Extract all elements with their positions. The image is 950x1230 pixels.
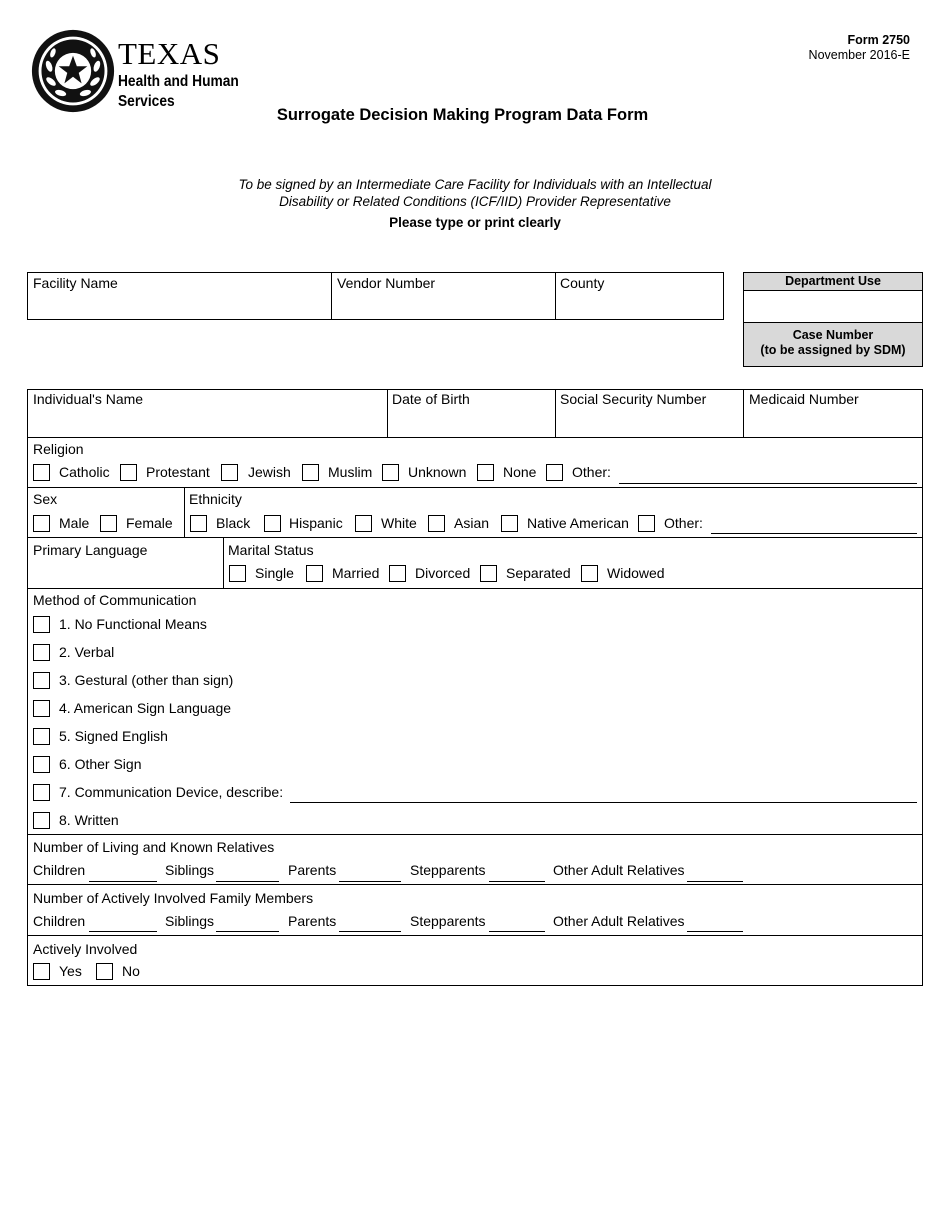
instruction-line-2: Disability or Related Conditions (ICF/IID) Provider Representative <box>279 194 671 209</box>
communication-option-label: 5. Signed English <box>59 728 168 744</box>
ethnicity-other-checkbox[interactable] <box>638 515 655 532</box>
communication-asl-checkbox[interactable] <box>33 700 50 717</box>
logo-title: TEXAS <box>118 36 221 71</box>
facility-name-label: Facility Name <box>33 275 118 291</box>
ethnicity-asian-label: Asian <box>454 515 490 531</box>
divider <box>331 272 332 320</box>
instructions <box>0 176 950 210</box>
communication-option-label: 6. Other Sign <box>59 756 142 772</box>
form-date: November 2016-E <box>808 48 910 62</box>
religion-jewish-label: Jewish <box>248 464 291 480</box>
ssn-field[interactable] <box>560 410 737 434</box>
logo-line1: Health and Human <box>118 73 239 90</box>
county-field[interactable] <box>560 293 718 317</box>
divider <box>184 487 185 537</box>
communication-option-label: 1. No Functional Means <box>59 616 207 632</box>
marital-single-checkbox[interactable] <box>229 565 246 582</box>
sex-female-label: Female <box>126 515 173 531</box>
relatives-stepparents-label: Stepparents <box>410 862 486 878</box>
religion-muslim-checkbox[interactable] <box>302 464 319 481</box>
actively-involved-yes-checkbox[interactable] <box>33 963 50 980</box>
communication-written-checkbox[interactable] <box>33 812 50 829</box>
involved-parents-field[interactable] <box>339 915 401 932</box>
involved-siblings-field[interactable] <box>216 915 279 932</box>
ethnicity-asian-checkbox[interactable] <box>428 515 445 532</box>
relatives-other-adult-label: Other Adult Relatives <box>553 862 685 878</box>
divider <box>743 389 744 438</box>
divider <box>27 487 923 488</box>
involved-stepparents-label: Stepparents <box>410 913 486 929</box>
actively-involved-yes-label: Yes <box>59 963 82 979</box>
communication-other-sign-checkbox[interactable] <box>33 756 50 773</box>
involved-children-field[interactable] <box>89 915 157 932</box>
ethnicity-hispanic-checkbox[interactable] <box>264 515 281 532</box>
marital-widowed-label: Widowed <box>607 565 665 581</box>
religion-catholic-label: Catholic <box>59 464 110 480</box>
marital-separated-checkbox[interactable] <box>480 565 497 582</box>
divider <box>27 588 923 589</box>
religion-other-label: Other: <box>572 464 611 480</box>
primary-language-field[interactable] <box>33 562 217 584</box>
religion-unknown-label: Unknown <box>408 464 467 480</box>
divider <box>27 834 923 835</box>
relatives-parents-field[interactable] <box>339 865 401 882</box>
ethnicity-white-label: White <box>381 515 417 531</box>
involved-other-adult-label: Other Adult Relatives <box>553 913 685 929</box>
divider <box>555 272 556 320</box>
involved-other-adult-field[interactable] <box>687 915 743 932</box>
communication-option-label: 8. Written <box>59 812 119 828</box>
agency-logo <box>118 38 258 112</box>
case-number-field[interactable] <box>744 291 922 322</box>
ethnicity-hispanic-label: Hispanic <box>289 515 343 531</box>
ethnicity-white-checkbox[interactable] <box>355 515 372 532</box>
primary-language-label: Primary Language <box>33 542 148 558</box>
relatives-siblings-label: Siblings <box>165 862 215 878</box>
sex-label: Sex <box>33 491 58 507</box>
divider <box>27 884 923 885</box>
religion-jewish-checkbox[interactable] <box>221 464 238 481</box>
relatives-children-label: Children <box>33 862 86 878</box>
religion-muslim-label: Muslim <box>328 464 373 480</box>
communication-option-label: 3. Gestural (other than sign) <box>59 672 234 688</box>
divider <box>555 389 556 438</box>
marital-divorced-checkbox[interactable] <box>389 565 406 582</box>
relatives-other-adult-field[interactable] <box>687 865 743 882</box>
religion-protestant-checkbox[interactable] <box>120 464 137 481</box>
involved-children-label: Children <box>33 913 86 929</box>
ssn-label: Social Security Number <box>560 391 707 407</box>
actively-involved-no-checkbox[interactable] <box>96 963 113 980</box>
communication-option-label: 7. Communication Device, describe: <box>59 784 284 800</box>
religion-other-checkbox[interactable] <box>546 464 563 481</box>
individual-name-field[interactable] <box>33 410 381 434</box>
case-number-note: (to be assigned by SDM) <box>760 343 906 357</box>
sex-male-checkbox[interactable] <box>33 515 50 532</box>
ethnicity-label: Ethnicity <box>189 491 242 507</box>
involved-parents-label: Parents <box>288 913 337 929</box>
religion-label: Religion <box>33 441 84 457</box>
communication-device-description-field[interactable] <box>290 786 917 803</box>
case-number-caption <box>744 323 922 366</box>
involved-stepparents-field[interactable] <box>489 915 545 932</box>
department-use-heading: Department Use <box>744 273 922 290</box>
print-clearly-note: Please type or print clearly <box>389 215 561 230</box>
communication-device-checkbox[interactable] <box>33 784 50 801</box>
marital-separated-label: Separated <box>506 565 571 581</box>
marital-divorced-label: Divorced <box>415 565 471 581</box>
communication-option-label: 4. American Sign Language <box>59 700 232 716</box>
marital-status-label: Marital Status <box>228 542 314 558</box>
ethnicity-other-field[interactable] <box>711 517 917 534</box>
religion-unknown-checkbox[interactable] <box>382 464 399 481</box>
religion-catholic-checkbox[interactable] <box>33 464 50 481</box>
relatives-siblings-field[interactable] <box>216 865 279 882</box>
ethnicity-black-label: Black <box>216 515 251 531</box>
communication-signed-english-checkbox[interactable] <box>33 728 50 745</box>
marital-single-label: Single <box>255 565 294 581</box>
religion-none-label: None <box>503 464 537 480</box>
sex-male-label: Male <box>59 515 90 531</box>
date-of-birth-field[interactable] <box>392 410 549 434</box>
communication-verbal-checkbox[interactable] <box>33 644 50 661</box>
logo-line2: Services <box>118 93 175 110</box>
medicaid-number-field[interactable] <box>749 410 917 434</box>
vendor-number-field[interactable] <box>337 293 549 317</box>
actively-involved-label: Actively Involved <box>33 941 138 957</box>
relatives-parents-label: Parents <box>288 862 337 878</box>
communication-no-functional-checkbox[interactable] <box>33 616 50 633</box>
relatives-label: Number of Living and Known Relatives <box>33 839 275 855</box>
divider <box>27 537 923 538</box>
involved-siblings-label: Siblings <box>165 913 215 929</box>
religion-other-field[interactable] <box>619 467 917 484</box>
marital-widowed-checkbox[interactable] <box>581 565 598 582</box>
religion-protestant-label: Protestant <box>146 464 210 480</box>
form-number: Form 2750 <box>847 33 910 47</box>
county-label: County <box>560 275 605 291</box>
facility-name-field[interactable] <box>33 293 325 317</box>
ethnicity-native-american-label: Native American <box>527 515 629 531</box>
form-id <box>809 33 910 63</box>
form-title: Surrogate Decision Making Program Data Form <box>276 106 649 124</box>
case-number-label: Case Number <box>792 328 874 342</box>
divider <box>27 437 923 438</box>
involved-label: Number of Actively Involved Family Members <box>33 890 314 906</box>
vendor-number-label: Vendor Number <box>337 275 436 291</box>
marital-married-label: Married <box>332 565 380 581</box>
relatives-children-field[interactable] <box>89 865 157 882</box>
ethnicity-other-label: Other: <box>664 515 703 531</box>
divider <box>223 537 224 588</box>
communication-option-label: 2. Verbal <box>59 644 115 660</box>
ethnicity-black-checkbox[interactable] <box>190 515 207 532</box>
marital-married-checkbox[interactable] <box>306 565 323 582</box>
divider <box>387 389 388 438</box>
religion-none-checkbox[interactable] <box>477 464 494 481</box>
divider <box>27 935 923 936</box>
texas-hhs-seal-icon <box>30 28 116 114</box>
actively-involved-no-label: No <box>122 963 140 979</box>
communication-label: Method of Communication <box>33 592 197 608</box>
ethnicity-native-american-checkbox[interactable] <box>501 515 518 532</box>
date-of-birth-label: Date of Birth <box>392 391 470 407</box>
individual-name-label: Individual's Name <box>33 391 144 407</box>
instruction-line-1: To be signed by an Intermediate Care Facility for Individuals with an Intellectual <box>238 177 712 192</box>
communication-gestural-checkbox[interactable] <box>33 672 50 689</box>
sex-female-checkbox[interactable] <box>100 515 117 532</box>
medicaid-number-label: Medicaid Number <box>749 391 859 407</box>
relatives-stepparents-field[interactable] <box>489 865 545 882</box>
